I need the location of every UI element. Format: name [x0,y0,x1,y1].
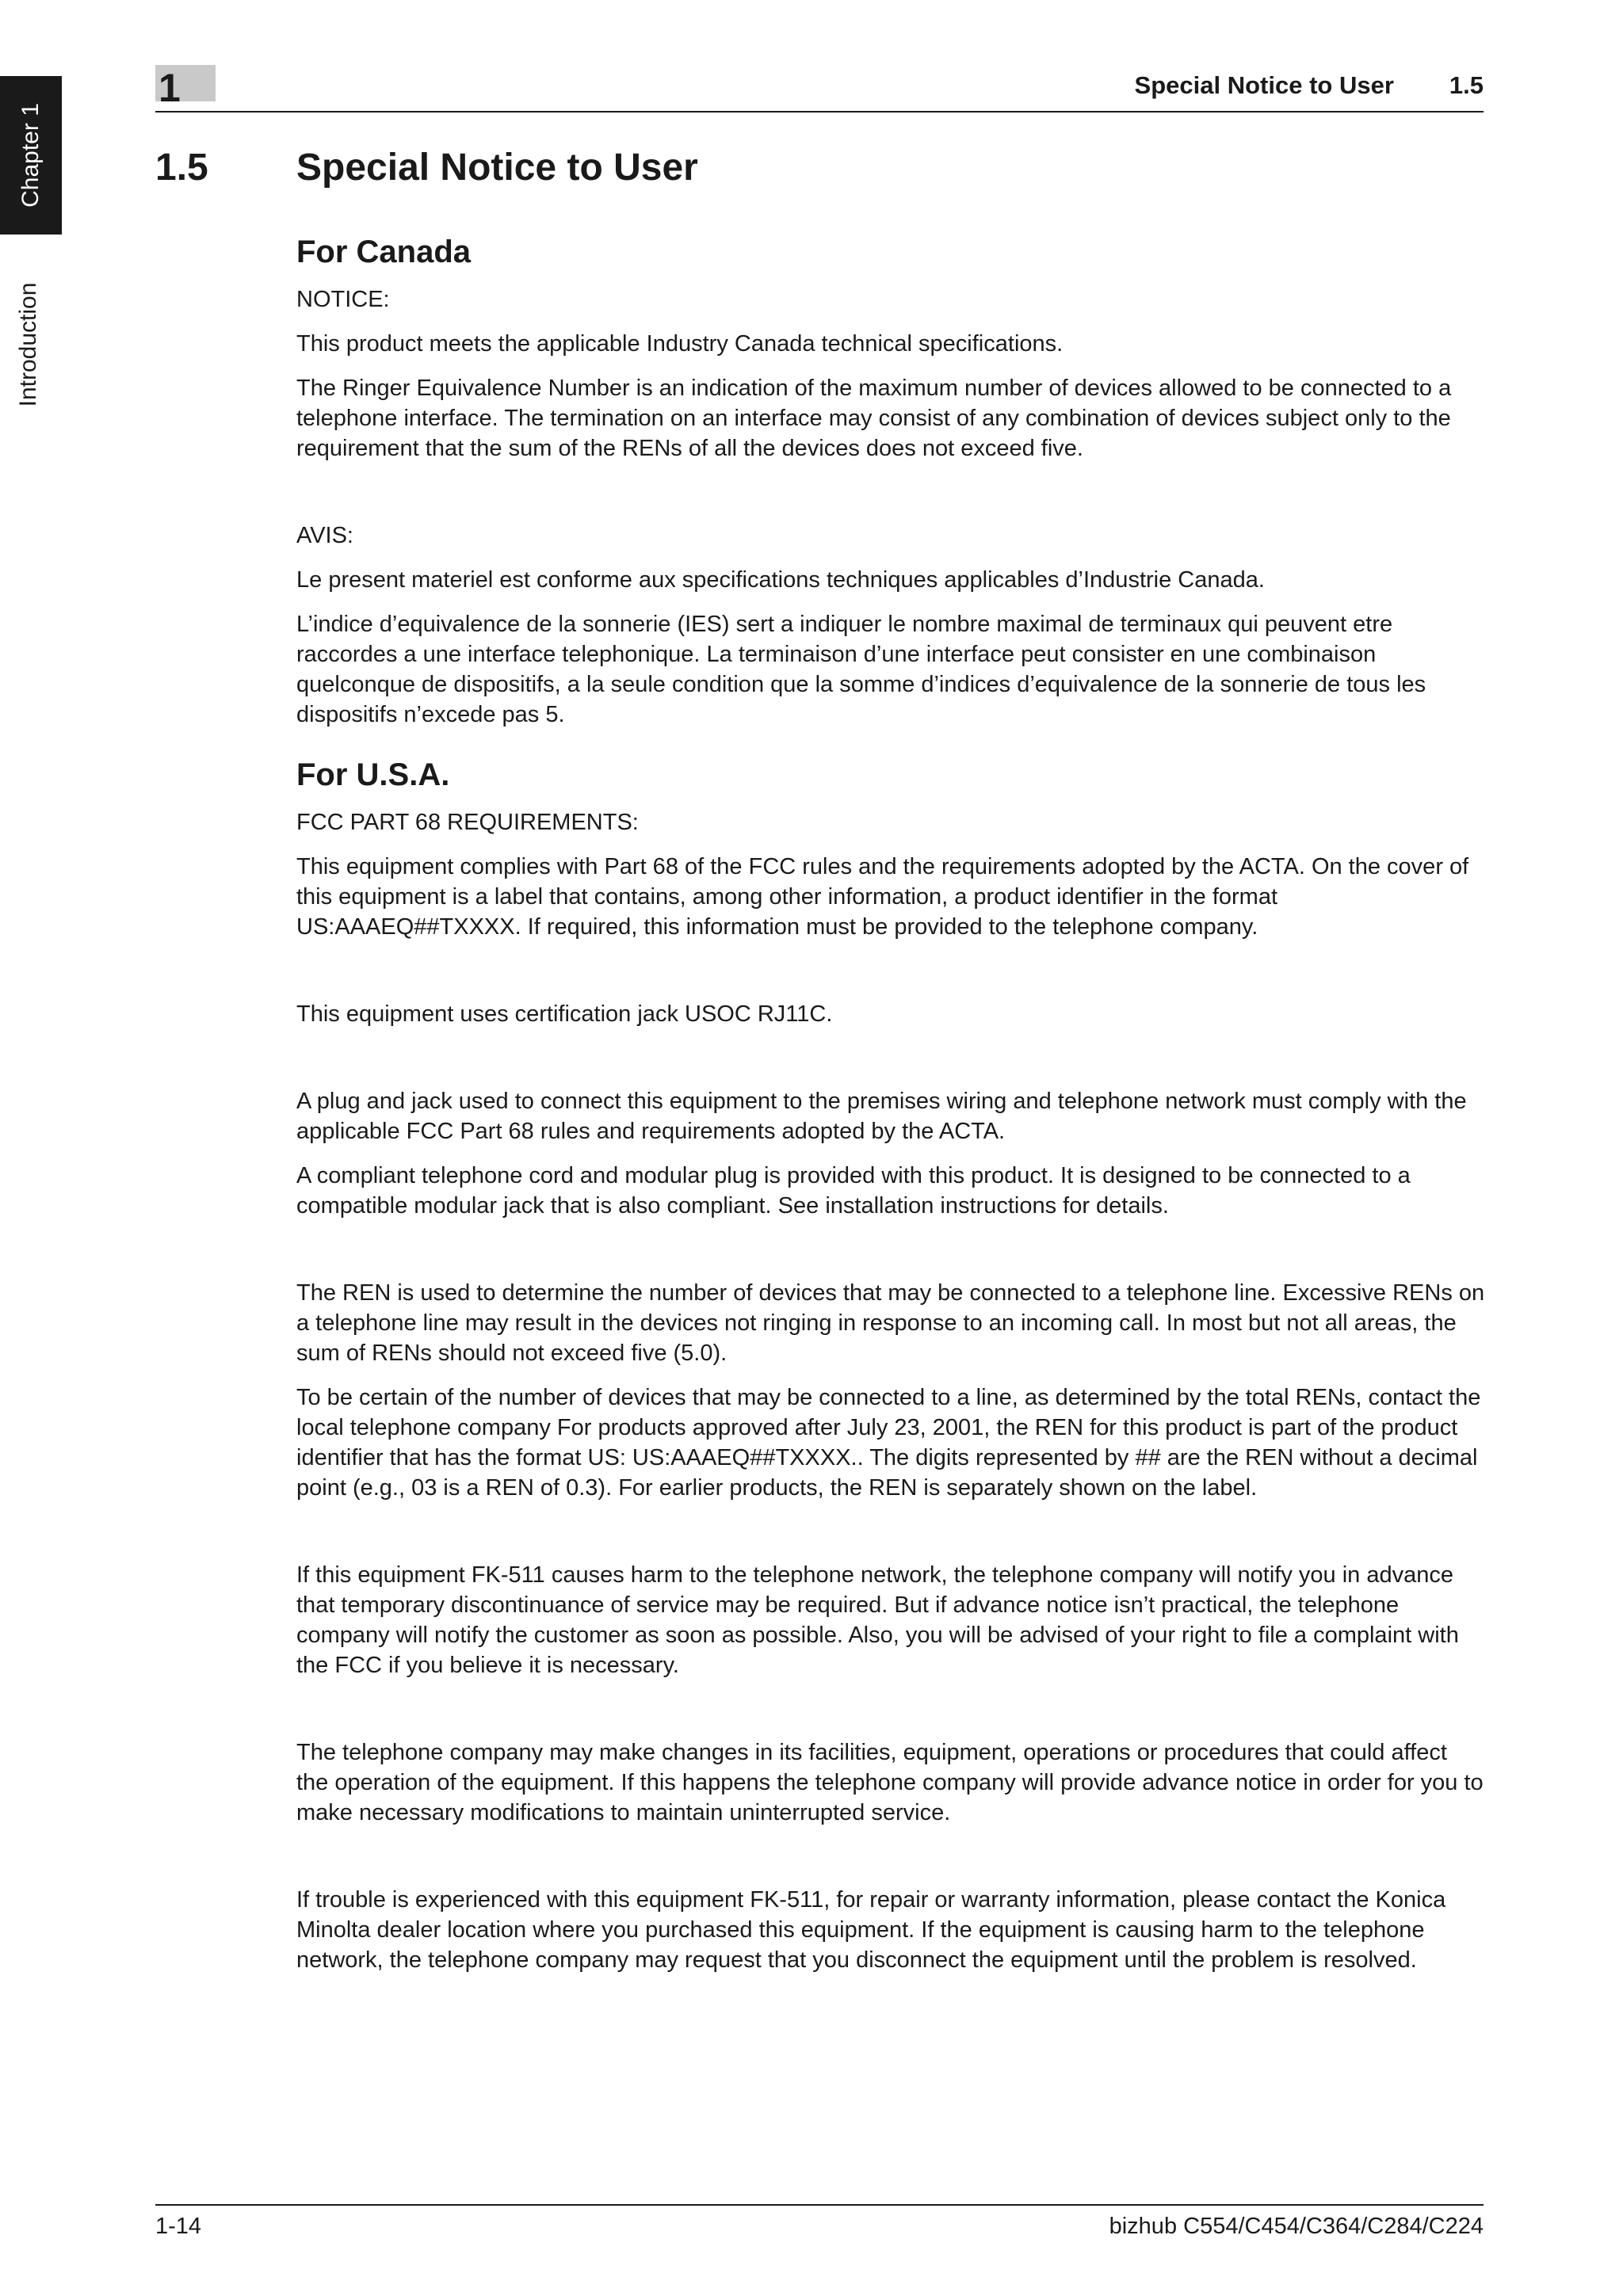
usa-paragraph: A compliant telephone cord and modular plug is provided with this product. It is designed to be connected to a compatible modular jack that is also compliant. See installation instructions for details. [296,1163,1411,1219]
running-header-title: Special Notice to User [1134,71,1394,99]
usa-paragraph: This equipment complies with Part 68 of the FCC rules and the requirements adopted by the ACTA. On the cover of this equipment is a label that contains, among other information, a product identifier in the format US:AAAEQ##TXXXX. If required, this information must be provided to the telephone company. [296,854,1469,940]
usa-paragraph: This equipment uses certification jack USOC RJ11C. [296,1001,833,1027]
product-name: bizhub C554/C454/C364/C284/C224 [1109,2214,1484,2239]
page-number: 1-14 [155,2214,202,2239]
header-divider [155,111,1484,113]
canada-ren-paragraph: The Ringer Equivalence Number is an indication of the maximum number of devices allowed to be connected to a telephone interface. The termination on an interface may consist of any combination of devices subject only to the requirement that the sum of the RENs of all the devices does not exceed five. [296,376,1452,461]
running-header-section: 1.5 [1449,71,1484,99]
main-content [296,232,1485,1989]
canada-avis-paragraph: Le present materiel est conforme aux specifications techniques applicables d’Industrie Canada. [296,567,1265,593]
canada-ies-paragraph: L’indice d’equivalence de la sonnerie (IES) sert a indiquer le nombre maximal de terminaux qui peuvent etre raccordes a une interface telephonique. La terminaison d’une interface peut consister en une combinaison quelconque de dispositifs, a la seule condition que la somme d’indices d’equivalence de la sonnerie de tous les dispositifs n’excede pas 5. [296,612,1426,727]
usa-paragraph: The telephone company may make changes in its facilities, equipment, operations or procedures that could affect the operation of the equipment. If this happens the telephone company will provide advance notice in order for you to make necessary modifications to maintain uninterrupted service. [296,1740,1484,1825]
canada-avis-label: AVIS: [296,523,353,548]
running-header [1135,71,1484,100]
page-title: Special Notice to User [296,147,698,189]
usa-paragraph: The REN is used to determine the number of devices that may be connected to a telephone line. Excessive RENs on a telephone line may result in the devices not ringing in response to an incoming call. In most but not all areas, the sum of RENs should not exceed five (5.0). [296,1280,1485,1366]
canada-heading: For Canada [296,235,472,269]
chapter-number: 1 [158,66,181,110]
usa-heading: For U.S.A. [296,757,450,792]
chapter-tab-label: Chapter 1 [17,103,44,208]
usa-paragraph: To be certain of the number of devices that may be connected to a line, as determined by the total RENs, contact the local telephone company For products approved after July 23, 2001, the REN for this product is part of the product identifier that has the format US: US:AAAEQ##TXXXX.. The digits represented by ## are the REN without a decimal point (e.g., 03 is a REN of 0.3). For earlier products, the REN is separately shown on the label. [296,1385,1481,1501]
footer-divider [155,2204,1484,2206]
canada-notice-label: NOTICE: [296,287,390,312]
usa-paragraph: If this equipment FK-511 causes harm to the telephone network, the telephone company will notify you in advance that temporary discontinuance of service may be required. But if advance notice isn’t practical, the telephone company will notify the customer as soon as possible. Also, you will be advised of your right to file a complaint with the FCC if you believe it is necessary. [296,1562,1459,1678]
usa-paragraph: A plug and jack used to connect this equipment to the premises wiring and telephone network must comply with the applicable FCC Part 68 rules and requirements adopted by the ACTA. [296,1089,1467,1144]
usa-fcc-label: FCC PART 68 REQUIREMENTS: [296,810,639,835]
usa-paragraph: If trouble is experienced with this equipment FK-511, for repair or warranty information, please contact the Konica Minolta dealer location where you purchased this equipment. If the equipment is causing harm to the telephone network, the telephone company may request that you disconnect the equipment until the problem is resolved. [296,1887,1446,1973]
section-number: 1.5 [155,147,208,189]
section-side-label: Introduction [15,282,41,407]
canada-notice-paragraph: This product meets the applicable Industry Canada technical specifications. [296,331,1064,357]
